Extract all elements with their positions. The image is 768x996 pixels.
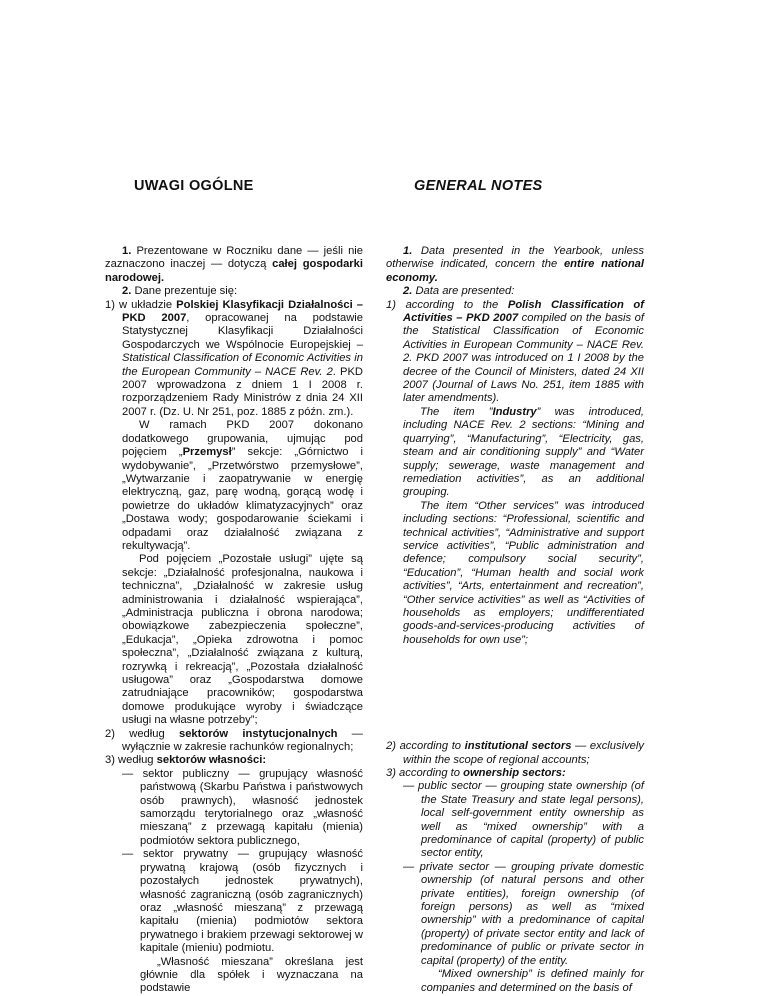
dash-item-private-sector: — sektor prywatny — grupujący własność prywatną krajową (osób fizycznych i pozostałych jednostek prywatnych), własność zagraniczną (osób zagranicznych) oraz „własność mieszaną” z przewagą kapitału (mienia) podmiotów sektora prywatnego i brakiem przewagi sektorowej w kapitale (mieniu) podmiotu. <box>122 848 363 955</box>
column-gap <box>386 647 644 740</box>
heading-polish: UWAGI OGÓLNE <box>134 178 254 194</box>
paragraph-1: 1. Data presented in the Yearbook, unless otherwise indicated, concern the entire national economy. <box>386 245 644 284</box>
list-item-1-other-services: The item “Other services” was introduced including sections: “Professional, scientific and technical activities”, “Administrative and support service activities”, “Public administration and defence; compulsory social security”, “Education”, “Human health and social work activities”, “Arts, entertainment and recreation”, “Other service activities” as well as “Activities of households as employers; undifferentiated goods-and-services-producing activities of households for own use”; <box>403 499 644 646</box>
list-item-2: 2) według sektorów instytucjonalnych — wyłącznie w zakresie rachunków regionalnych; <box>105 727 363 754</box>
list-item-1: 1) w układzie Polskiej Klasyfikacji Działalności – PKD 2007, opracowanej na podstawie Statystycznej Klasyfikacji Działalności Gospodarczych we Wspólnocie Europejskiej – Statistical Classification of Economic Activities in the European Community – NACE Rev. 2. PKD 2007 wprowadzona z dniem 1 I 2008 r. rozporządzeniem Rady Ministrów z dnia 24 XII 2007 r. (Dz. U. Nr 251, poz. 1885 z późn. zm.). <box>105 298 363 418</box>
list-item-2: 2) according to institutional sectors — exclusively within the scope of regional accounts; <box>386 740 644 766</box>
paragraph-1: 1. Prezentowane w Roczniku dane — jeśli nie zaznaczono inaczej — dotyczą całej gospodarki narodowej. <box>105 245 363 284</box>
dash-item-private-sector: — private sector — grouping private domestic ownership (of natural persons and other private entities), foreign ownership (of foreign persons) as well as “mixed ownership” with a predominance of capital (property) of private sector entity and lack of predominance of public or private sector in capital (property) of the entity. <box>403 860 644 967</box>
heading-english: GENERAL NOTES <box>414 178 543 194</box>
list-item-3: 3) według sektorów własności: <box>105 754 267 767</box>
mixed-ownership-paragraph: “Mixed ownership” is defined mainly for companies and determined on the basis of <box>421 968 644 994</box>
english-column <box>386 245 644 995</box>
list-item-1: 1) according to the Polish Classification of Activities – PKD 2007 compiled on the basis of the Statistical Classification of Economic Activities in European Community – NACE Rev. 2. PKD 2007 was introduced on 1 I 2008 by the decree of the Council of Ministers, dated 24 XII 2007 (Journal of Laws No. 251, item 1885 with later amendments). <box>386 298 644 405</box>
mixed-ownership-paragraph: „Własność mieszana” określana jest głównie dla spółek i wyznaczana na podstawie <box>140 955 363 995</box>
paragraph-2: 2. Data are presented: <box>403 285 515 298</box>
list-item-1-industry: W ramach PKD 2007 dokonano dodatkowego grupowania, ujmując pod pojęciem „Przemysł” sekcje: „Górnictwo i wydobywanie”, „Przetwórstwo przemysłowe”, „Wytwarzanie i zaopatrywanie w energię elektryczną, gaz, parę wodną, gorącą wodę i powietrze do układów klimatyzacyjnych” oraz „Dostawa wody; gospodarowanie ściekami i odpadami oraz działalność związana z rekultywacją”. <box>122 419 363 552</box>
list-item-1-other-services: Pod pojęciem „Pozostałe usługi” ujęte są sekcje: „Działalność profesjonalna, naukowa i techniczna”, „Działalność w zakresie usług administrowania i działalność wspierająca”, „Administracja publiczna i obrona narodowa; obowiązkowe zabezpieczenia społeczne”, „Edukacja”, „Opieka zdrowotna i pomoc społeczna”, „Działalność związana z kulturą, rozrywką i rekreacją”, „Pozostała działalność usługowa” oraz „Gospodarstwa domowe zatrudniające pracowników; gospodarstwa domowe produkujące wyroby i świadczące usługi na własne potrzeby”; <box>122 553 363 727</box>
list-item-3: 3) according to ownership sectors: <box>386 767 566 779</box>
list-item-1-industry: The item ”Industry” was introduced, including NACE Rev. 2 sections: “Mining and quarrying”, “Manufacturing”, “Electricity, gas, steam and air conditioning supply” and “Water supply; sewerage, waste management and remediation activities”, as an additional grouping. <box>403 405 644 499</box>
dash-item-public-sector: — sektor publiczny — grupujący własność państwową (Skarbu Państwa i państwowych osób prawnych), własność jednostek samorządu terytorialnego oraz „własność mieszaną” z przewagą kapitału (mienia) podmiotów sektora publicznego, <box>122 767 363 847</box>
paragraph-2: 2. Dane prezentuje się: <box>122 285 238 298</box>
polish-column <box>105 245 363 996</box>
dash-item-public-sector: — public sector — grouping state ownership (of the State Treasury and state legal persons), local self-government entity ownership as well as “mixed ownership” with a predominance of capital (property) of public sector entity, <box>403 780 644 860</box>
